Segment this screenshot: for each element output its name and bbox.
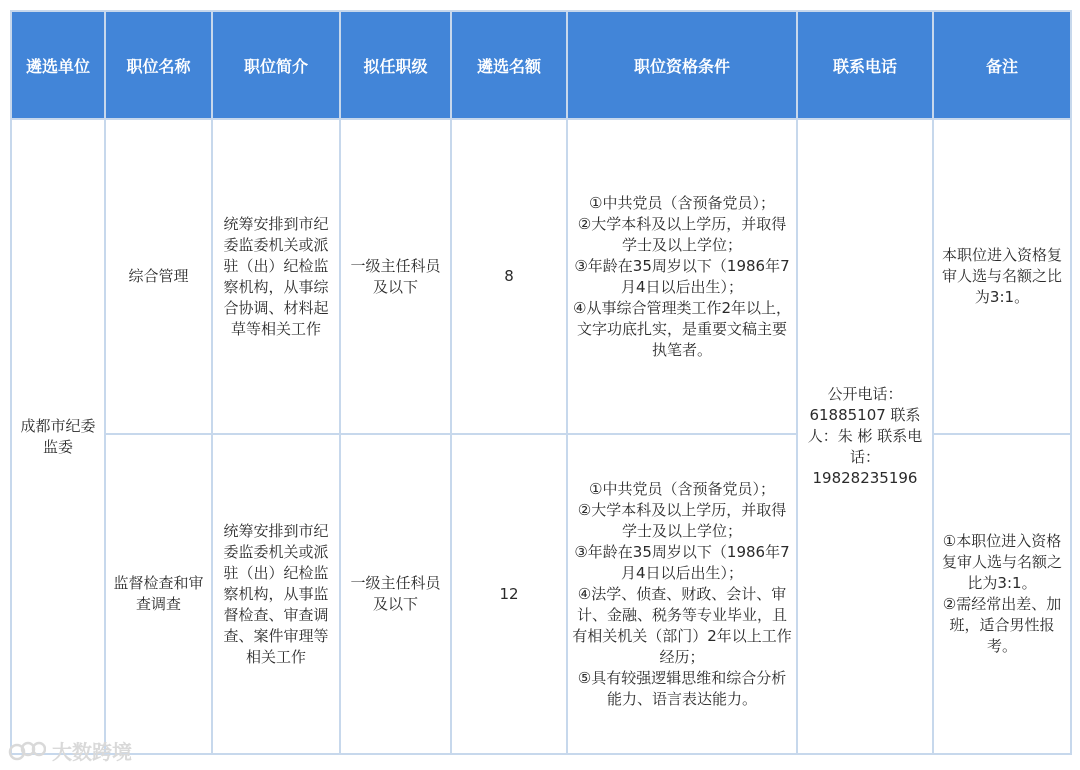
position-name-cell: 监督检查和审查调查 [106,435,211,753]
position-intro-cell: 统筹安排到市纪委监委机关或派驻（出）纪检监察机构，从事综合协调、材料起草等相关工作 [213,120,339,433]
notes-cell [934,120,1070,433]
header-unit: 遴选单位 [12,12,104,118]
header-row [12,12,1070,118]
watermark-text: 大数跨境 [52,740,132,764]
note-item: ①本职位进入资格复审人选与名额之比为3:1。 [941,532,1062,592]
header-requirements: 职位资格条件 [568,12,796,118]
requirements-cell [568,435,796,753]
note-item: ②需经常出差、加班，适合男性报考。 [942,595,1062,655]
requirement-item: ②大学本科及以上学历，并取得学士及以上学位； [577,500,787,540]
header-position-name: 职位名称 [106,12,211,118]
header-position-intro: 职位简介 [213,12,339,118]
requirement-item: ①中共党员（含预备党员）； [589,479,775,498]
quota-cell: 8 [452,120,566,433]
header-rank: 拟任职级 [341,12,450,118]
position-name-cell: 综合管理 [106,120,211,433]
header-quota: 遴选名额 [452,12,566,118]
unit-cell: 成都市纪委监委 [12,120,104,753]
notes-cell [934,435,1070,753]
recruitment-table [10,10,1072,755]
requirement-item: ④从事综合管理类工作2年以上，文字功底扎实，是重要文稿主要执笔者。 [573,298,791,359]
requirement-item: ⑤具有较强逻辑思维和综合分析能力、语言表达能力。 [577,668,787,708]
requirement-item: ②大学本科及以上学历，并取得学士及以上学位； [577,214,787,254]
watermark-logo-icon [8,740,46,762]
header-notes: 备注 [934,12,1070,118]
table-row [12,120,1070,433]
requirement-item: ①中共党员（含预备党员）； [589,193,775,212]
requirement-item: ③年龄在35周岁以下（1986年7月4日以后出生）； [574,256,790,296]
header-contact: 联系电话 [798,12,932,118]
requirement-item: ④法学、侦查、财政、会计、审计、金融、税务等专业毕业，且有相关机关（部门）2年以上工作经历； [572,584,792,666]
note-item: 本职位进入资格复审人选与名额之比为3:1。 [941,246,1062,306]
requirement-item: ③年龄在35周岁以下（1986年7月4日以后出生）； [574,542,790,582]
watermark [8,736,132,765]
contact-cell: 公开电话：61885107 联系人：朱 彬 联系电话：19828235196 [798,120,932,753]
position-intro-cell: 统筹安排到市纪委监委机关或派驻（出）纪检监察机构，从事监督检查、审查调查、案件审理等相关工作 [213,435,339,753]
requirements-cell [568,120,796,433]
quota-cell: 12 [452,435,566,753]
rank-cell: 一级主任科员及以下 [341,120,450,433]
rank-cell: 一级主任科员及以下 [341,435,450,753]
